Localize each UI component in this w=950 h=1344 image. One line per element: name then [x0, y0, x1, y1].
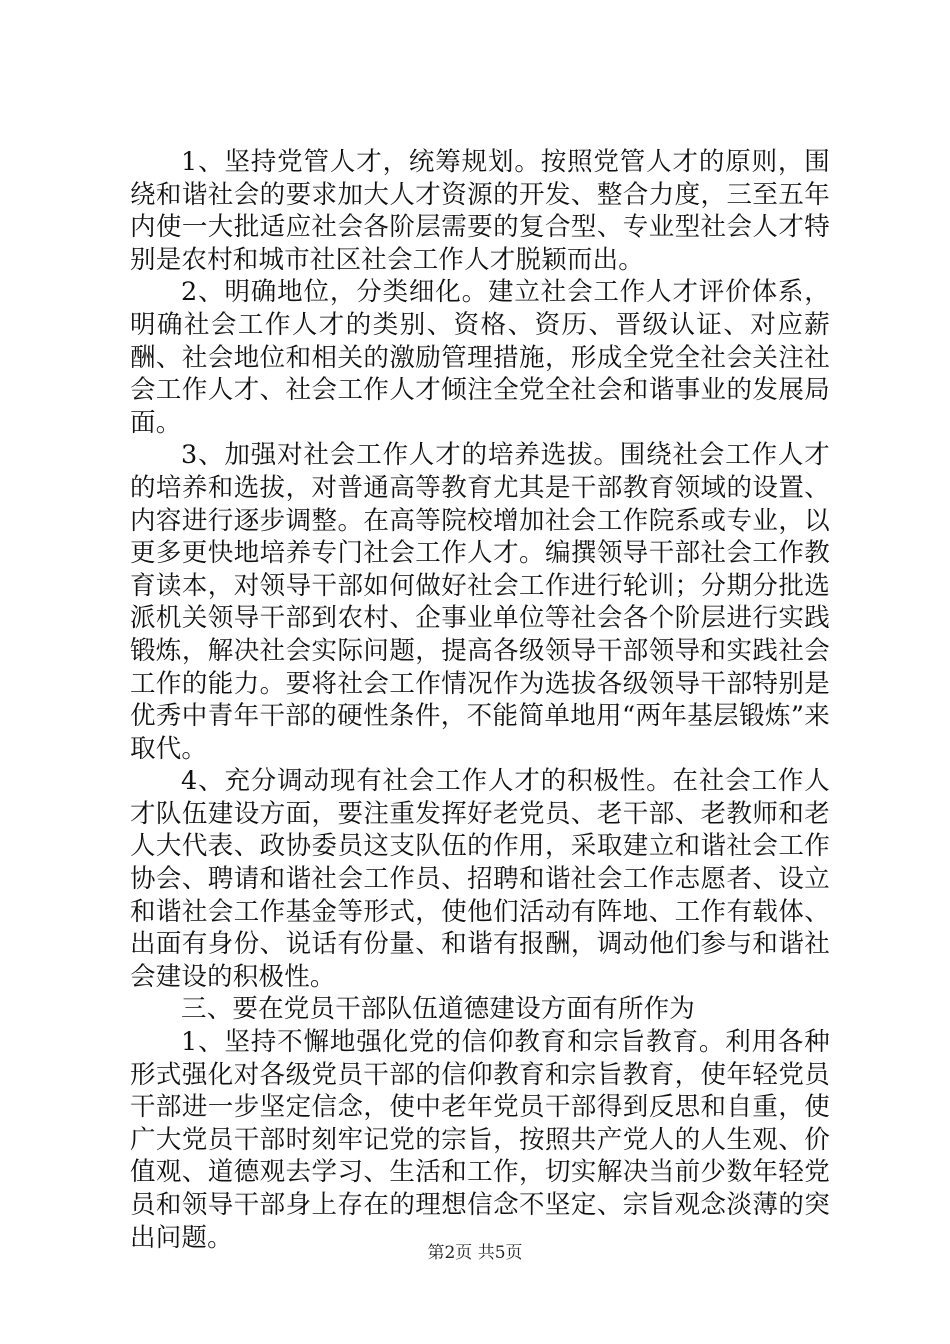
paragraph-1: 1、坚持党管人才，统筹规划。按照党管人才的原则，围绕和谐社会的要求加大人才资源的开发、整合力度，三至五年内使一大批适应社会各阶层需要的复合型、专业型社会人才特别是农村和城市社区社会工作人才脱颖而出。: [130, 147, 830, 275]
paragraph-3: 3、加强对社会工作人才的培养选拔。围绕社会工作人才的培养和选拔，对普通高等教育尤其是干部教育领域的设置、内容进行逐步调整。在高等院校增加社会工作院系或专业，以更多更快地培养专门社会工作人才。编撰领导干部社会工作教育读本，对领导干部如何做好社会工作进行轮训；分期分批选派机关领导干部到农村、企事业单位等社会各个阶层进行实践锻炼，解决社会实际问题，提高各级领导干部领导和实践社会工作的能力。要将社会工作情况作为选拔各级领导干部特别是优秀中青年干部的硬性条件，不能简单地用“两年基层锻炼”来取代。: [130, 440, 830, 764]
section-paragraph-1: 1、坚持不懈地强化党的信仰教育和宗旨教育。利用各种形式强化对各级党员干部的信仰教育和宗旨教育，使年轻党员干部进一步坚定信念，使中老年党员干部得到反思和自重，使广大党员干部时刻牢记党的宗旨，按照共产党人的人生观、价值观、道德观去学习、生活和工作，切实解决当前少数年轻党员和领导干部身上存在的理想信念不坚定、宗旨观念淡薄的突出问题。: [130, 1027, 830, 1253]
document-body: [130, 146, 830, 1254]
paragraph-4: 4、充分调动现有社会工作人才的积极性。在社会工作人才队伍建设方面，要注重发挥好老党员、老干部、老教师和老人大代表、政协委员这支队伍的作用，采取建立和谐社会工作协会、聘请和谐社会工作员、招聘和谐社会工作志愿者、设立和谐社会工作基金等形式，使他们活动有阵地、工作有载体、出面有身份、说话有份量、和谐有报酬，调动他们参与和谐社会建设的积极性。: [130, 766, 830, 992]
paragraph-2: 2、明确地位，分类细化。建立社会工作人才评价体系，明确社会工作人才的类别、资格、资历、晋级认证、对应薪酬、社会地位和相关的激励管理措施，形成全党全社会关注社会工作人才、社会工作人才倾注全党全社会和谐事业的发展局面。: [130, 277, 830, 438]
section-heading: 三、要在党员干部队伍道德建设方面有所作为: [181, 994, 696, 1025]
page-footer: 第2页 共5页: [427, 1243, 523, 1263]
